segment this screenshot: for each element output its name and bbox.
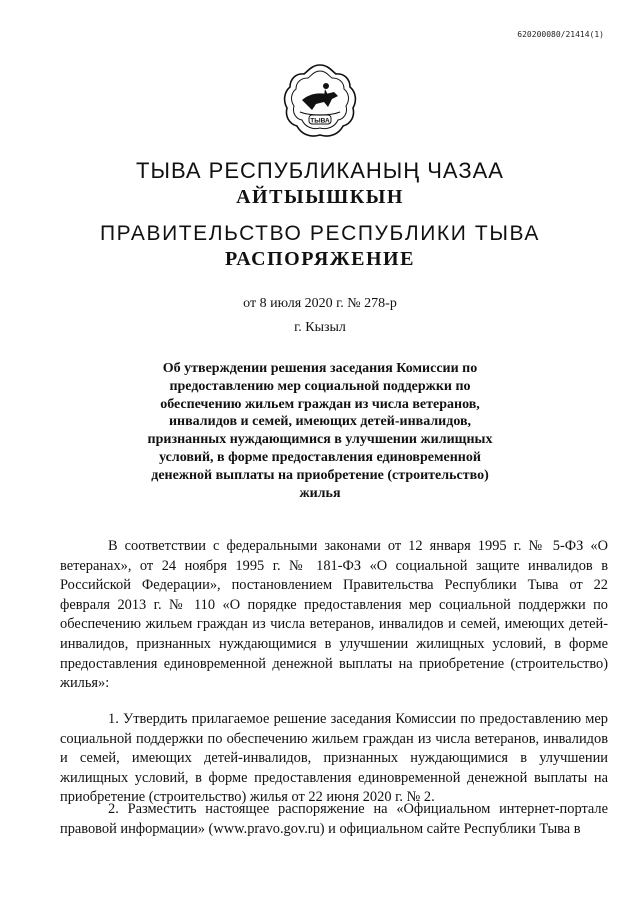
item-2-text: 2. Разместить настоящее распоряжение на «Официальном интернет-портале правовой информации» (www.pravo.gov.ru) и официальном сайте Республики Тыва в bbox=[60, 801, 608, 837]
document-code: 620200080/21414(1) bbox=[517, 30, 604, 39]
item-1-text: 1. Утвердить прилагаемое решение заседания Комиссии по предоставлению мер социальной поддержки по обеспечению жильем граждан из числа ветеранов, инвалидов и семей, имеющих детей-инвалидов, признанных нуждающимися в улучшении жилищных условий, в форме предоставления единовременной денежной выплаты на приобретение (строительство) жилья от 22 июня 2020 г. № 2. bbox=[60, 711, 608, 806]
tyva-document-type: АЙТЫЫШКЫН bbox=[236, 186, 404, 208]
document-title: Об утверждении решения заседания Комиссии по предоставлению мер социальной поддержки по обеспечению жильем граждан из числа ветеранов, инвалидов и семей, имеющих детей-инвалидов, признанных нуждающимися в улучшении жилищных условий, в форме предоставления единовременной денежной выплаты на приобретение (строительство) жилья bbox=[147, 361, 493, 501]
emblem-label: ТЫВА bbox=[310, 117, 330, 125]
intro-text: В соответствии с федеральными законами от 12 января 1995 г. № 5-ФЗ «О ветеранах», от 24 ноября 1995 г. № 181-ФЗ «О социальной защите инвалидов в Российской Федерации», постановлением Правительства Республики Тыва от 22 февраля 2013 г. № 110 «О порядке предоставления мер социальной поддержки по обеспечению жильем граждан из числа ветеранов, инвалидов и семей, имеющих детей-инвалидов, признанных нуждающимися в улучшении жилищных условий, в форме предоставления единовременной денежной выплаты на приобретение (строительство) жилья»: bbox=[60, 538, 608, 692]
item-2-paragraph bbox=[60, 800, 608, 839]
tyva-government-title: ТЫВА РЕСПУБЛИКАНЫҢ ЧАЗАА bbox=[136, 158, 504, 183]
government-title: ПРАВИТЕЛЬСТВО РЕСПУБЛИКИ ТЫВА bbox=[99, 222, 541, 245]
document-date-number: от 8 июля 2020 г. № 278-р bbox=[243, 296, 397, 311]
document-type: РАСПОРЯЖЕНИЕ bbox=[225, 248, 415, 270]
tyva-emblem-icon bbox=[282, 62, 358, 144]
document-city: г. Кызыл bbox=[294, 320, 346, 335]
intro-paragraph bbox=[60, 537, 608, 694]
item-1-paragraph bbox=[60, 710, 608, 808]
